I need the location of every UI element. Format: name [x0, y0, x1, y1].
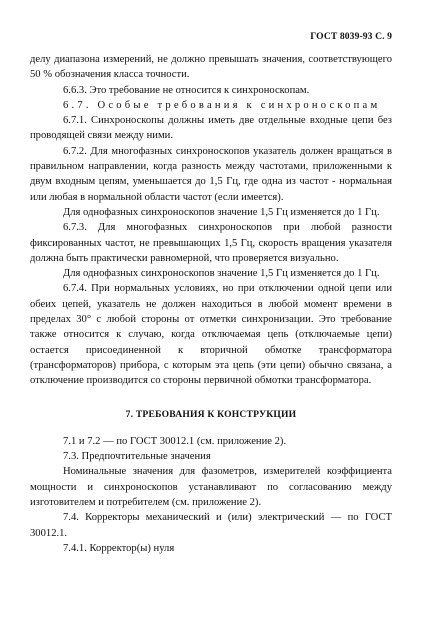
paragraph-7-1-7-2: 7.1 и 7.2 — по ГОСТ 30012.1 (см. приложение 2).: [63, 435, 287, 447]
paragraph-single-phase-note-1: Для однофазных синхроноскопов значение 1,5 Гц изменяется до 1 Гц.: [63, 206, 380, 218]
paragraph-continuation: делу диапазона измерений, не должно превышать значения, соответствующего 50 % обозначения класса точности.: [30, 54, 392, 81]
paragraph-6-7-3: 6.7.3. Для многофазных синхроноскопов при любой разности фиксированных частот, не превышающих 1,5 Гц, скорость вращения указателя должна быть практически равномерной, что проверяется визуально.: [30, 222, 392, 264]
page-content: [30, 52, 392, 556]
subsection-heading-6-7: 6.7. Особые требования к синхроноскопам: [63, 99, 381, 111]
paragraph-7-4: 7.4. Корректоры механический и (или) электрический — по ГОСТ 30012.1.: [30, 512, 392, 539]
page-header: ГОСТ 8039-93 С. 9: [310, 31, 392, 42]
paragraph-6-7-2: 6.7.2. Для многофазных синхроноскопов указатель должен вращаться в правильном направлении, когда разность между частотами, приложенными к двум входным цепям, уменьшается до 1,5 Гц, где одна из частот - нормальная или любая в нормальной области частот (если имеется).: [30, 145, 392, 203]
paragraph-single-phase-note-2: Для однофазных синхроноскопов значение 1,5 Гц изменяется до 1 Гц.: [63, 268, 380, 280]
paragraph-6-7-4: 6.7.4. При нормальных условиях, но при отключении одной цепи или обеих цепей, указатель не должен находиться в любой момент времени в пределах 30° с любой стороны от отметки синхронизации. Это требование также относится к случаю, когда отключаемая цепь (отключаемые цепи) остается присоединенной к вторичной обмотке трансформатора (трансформаторов) прибора, с которым эта цепь (эти цепи) обычно связана, а отключение производится со стороны первичной обмотки трансформатора.: [30, 283, 392, 387]
paragraph-6-7-1: 6.7.1. Синхроноскопы должны иметь две отдельные входные цепи без проводящей связи между ними.: [30, 115, 392, 142]
paragraph-7-4-1: 7.4.1. Корректор(ы) нуля: [63, 542, 175, 554]
paragraph-6-6-3: 6.6.3. Это требование не относится к синхроноскопам.: [63, 84, 310, 96]
paragraph-7-3: 7.3. Предпочтительные значения: [63, 451, 211, 463]
section-heading-7: 7. ТРЕБОВАНИЯ К КОНСТРУКЦИИ: [125, 408, 297, 420]
paragraph-nominal-values: Номинальные значения для фазометров, измерителей коэффициента мощности и синхроноскопов устанавливают по согласованию между изготовителем и потребителем (см. приложение 2).: [30, 466, 392, 509]
